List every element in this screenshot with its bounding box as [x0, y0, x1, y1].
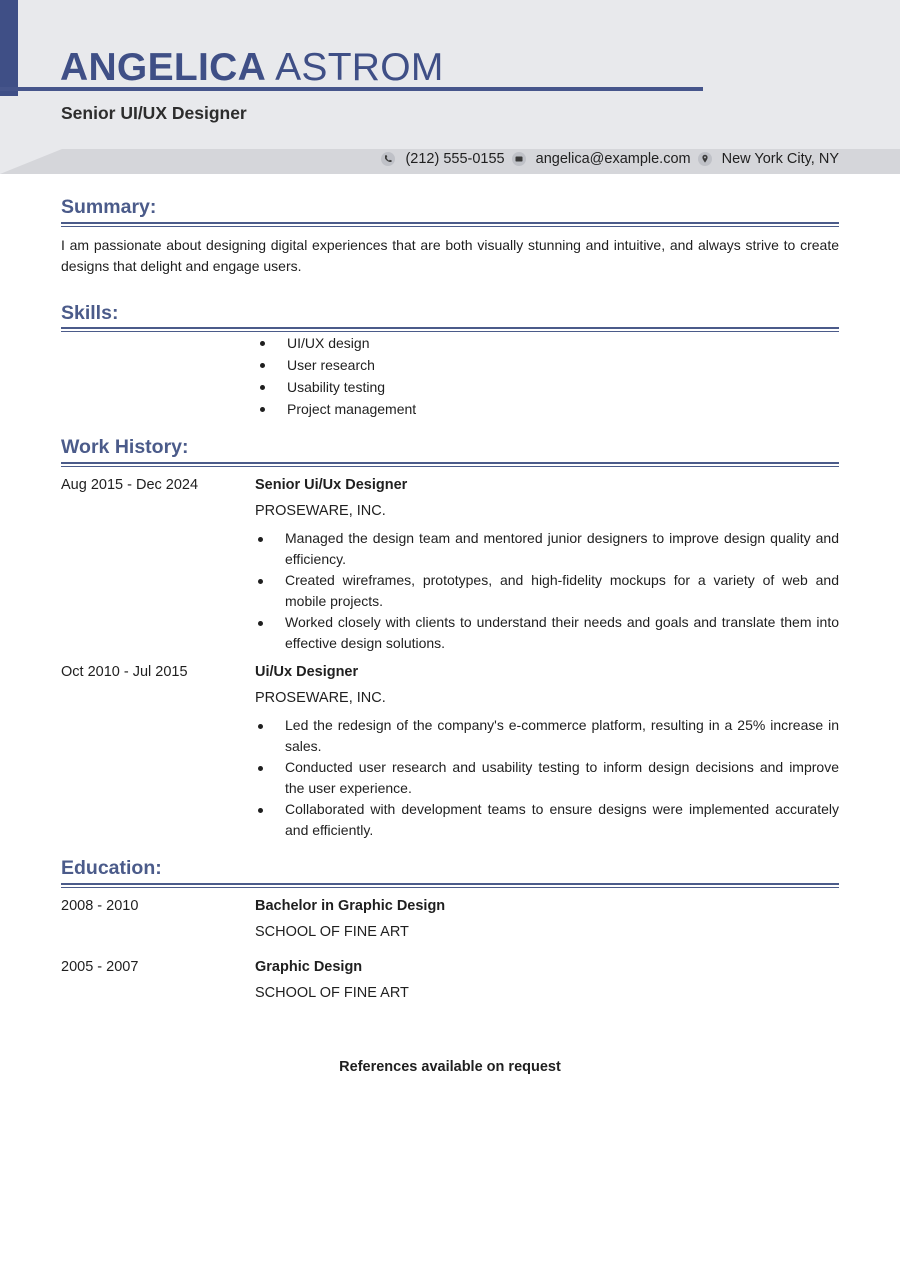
accent-bar: [0, 0, 18, 96]
last-name: ASTROM: [275, 46, 444, 89]
skill-item: User research: [260, 354, 416, 376]
email-address: angelica@example.com: [535, 151, 691, 167]
first-name: ANGELICA: [60, 46, 267, 89]
education-school: SCHOOL OF FINE ART: [255, 985, 409, 1001]
phone-item: [380, 151, 504, 167]
job-bullet: Conducted user research and usability testing to inform design decisions and improve the user experience.: [258, 757, 839, 799]
skill-item: UI/UX design: [260, 332, 416, 354]
education-dates: 2005 - 2007: [61, 959, 139, 975]
education-degree: Graphic Design: [255, 959, 363, 975]
skills-list: [260, 332, 416, 420]
references-note: References available on request: [339, 1059, 561, 1075]
job-bullets: [258, 715, 839, 841]
email-icon: [511, 151, 527, 167]
job-bullet: Collaborated with development teams to ensure designs were implemented accurately and efficiently.: [258, 799, 839, 841]
contact-bar: [0, 149, 900, 174]
job-company: PROSEWARE, INC.: [255, 690, 386, 706]
education-school: SCHOOL OF FINE ART: [255, 924, 409, 940]
email-item: [511, 151, 691, 167]
skill-item: Usability testing: [260, 376, 416, 398]
job-bullet: Created wireframes, prototypes, and high-fidelity mockups for a variety of web and mobile projects.: [258, 570, 839, 612]
education-heading: Education:: [61, 857, 162, 879]
candidate-name: [60, 44, 444, 92]
location: New York City, NY: [721, 151, 839, 167]
job-bullet: Led the redesign of the company's e-commerce platform, resulting in a 25% increase in sales.: [258, 715, 839, 757]
location-pin-icon: [697, 151, 713, 167]
job-title: Senior UI/UX Designer: [61, 103, 247, 123]
education-dates: 2008 - 2010: [61, 898, 139, 914]
skill-item: Project management: [260, 398, 416, 420]
skills-rule: [61, 327, 839, 332]
location-item: [697, 151, 839, 167]
job-dates: Oct 2010 - Jul 2015: [61, 664, 188, 680]
contact-info: [374, 151, 839, 167]
summary-rule: [61, 222, 839, 227]
phone-number: (212) 555-0155: [405, 151, 505, 167]
phone-icon: [380, 151, 396, 167]
job-role: Ui/Ux Designer: [255, 664, 359, 680]
work-history-rule: [61, 462, 839, 467]
job-role: Senior Ui/Ux Designer: [255, 477, 408, 493]
summary-heading: Summary:: [61, 196, 157, 218]
job-bullet: Worked closely with clients to understand their needs and goals and translate them into effective design solutions.: [258, 612, 839, 654]
job-dates: Aug 2015 - Dec 2024: [61, 477, 199, 493]
summary-text: I am passionate about designing digital experiences that are both visually stunning and intuitive, and always strive to create designs that delight and engage users.: [61, 237, 839, 274]
work-history-heading: Work History:: [61, 436, 189, 458]
skills-heading: Skills:: [61, 302, 119, 324]
job-company: PROSEWARE, INC.: [255, 503, 386, 519]
job-bullets: [258, 528, 839, 654]
job-bullet: Managed the design team and mentored junior designers to improve design quality and efficiency.: [258, 528, 839, 570]
resume-header: [0, 0, 900, 174]
education-rule: [61, 883, 839, 888]
education-degree: Bachelor in Graphic Design: [255, 898, 446, 914]
